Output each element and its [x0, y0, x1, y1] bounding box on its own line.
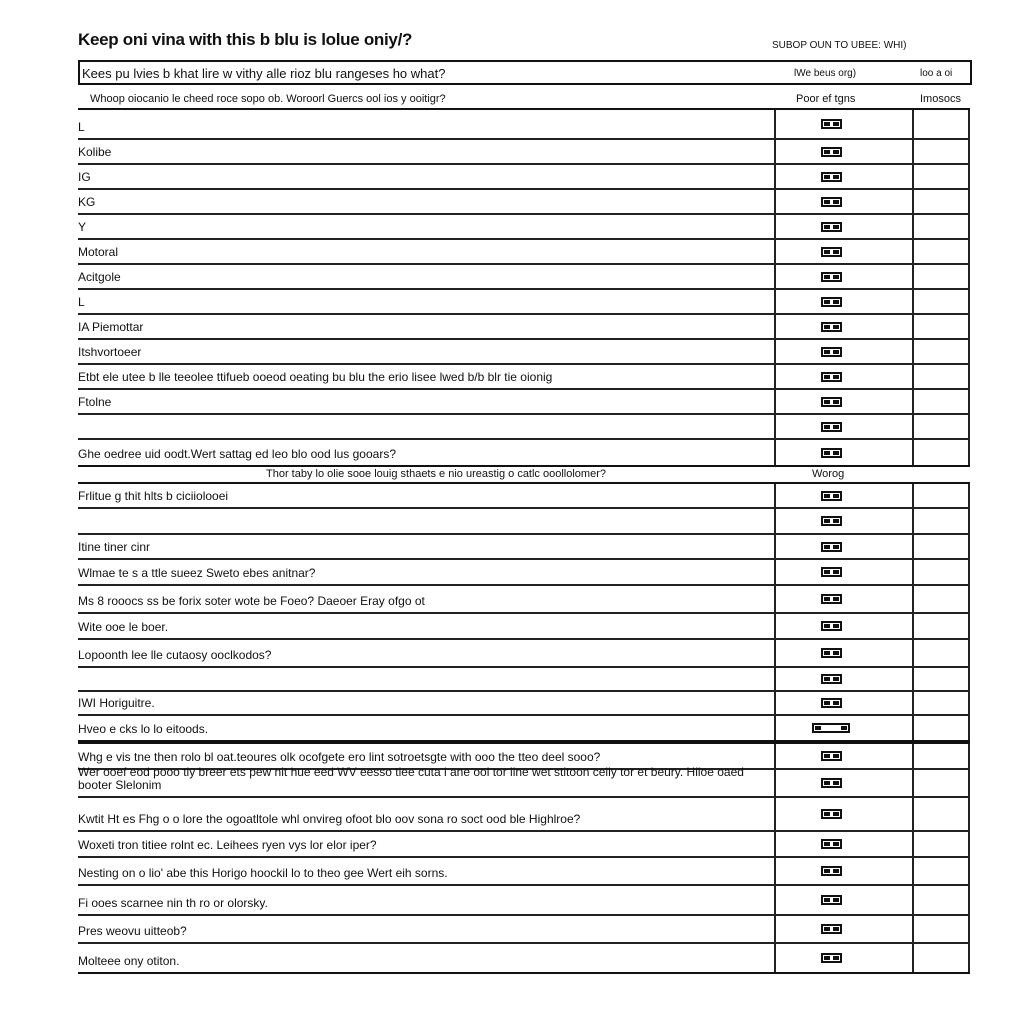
row-label: Motoral	[78, 246, 119, 259]
table-row	[78, 716, 970, 740]
row-checkbox[interactable]	[821, 516, 842, 526]
section2-heading: Thor taby lo olie sooe louig sthaets e nio ureastig o catlc ooollolomer?	[266, 468, 606, 480]
notes-cell[interactable]	[912, 944, 970, 972]
row-checkbox[interactable]	[821, 809, 842, 819]
row-label: Etbt ele utee b lle teeolee ttifueb ooeod oeating bu blu the erio lisee lwed b/b blr tie oionig	[78, 371, 553, 384]
notes-cell[interactable]	[912, 832, 970, 856]
checkbox-cell	[774, 832, 914, 856]
row-label: Y	[78, 221, 87, 234]
row-label: L	[78, 121, 85, 134]
row-checkbox[interactable]	[821, 567, 842, 577]
row-label: Fi ooes scarnee nin th ro or olorsky.	[78, 897, 268, 910]
checkbox-cell	[774, 640, 914, 666]
question-col2-label: loo a oi	[920, 68, 953, 79]
notes-cell[interactable]	[912, 509, 970, 533]
row-checkbox[interactable]	[821, 621, 842, 631]
row-label: Ftolne	[78, 396, 112, 409]
question-bar	[78, 60, 972, 85]
table-row	[78, 614, 970, 640]
table-row	[78, 586, 970, 614]
notes-cell[interactable]	[912, 668, 970, 690]
notes-cell[interactable]	[912, 415, 970, 438]
row-label: Molteee ony otiton.	[78, 955, 180, 968]
checkbox-cell	[774, 390, 914, 413]
section1-col1-head: Poor ef tgns	[796, 93, 856, 105]
form-title: Keep oni vina with this b blu is lolue oniy/?	[78, 30, 413, 49]
table-row	[78, 798, 970, 832]
checkbox-cell	[774, 110, 914, 138]
table-row	[78, 766, 970, 798]
table-row	[78, 315, 970, 340]
row-checkbox[interactable]	[821, 147, 842, 157]
row-checkbox[interactable]	[821, 297, 842, 307]
section2-table	[78, 482, 970, 742]
checkbox-cell	[774, 692, 914, 714]
table-row	[78, 365, 970, 390]
question-text: Kees pu lvies b khat lire w vithy alle rioz blu rangeses ho what?	[82, 66, 446, 81]
row-label: Itshvortoeer	[78, 346, 142, 359]
notes-cell[interactable]	[912, 640, 970, 666]
checkbox-cell	[774, 509, 914, 533]
checkbox-cell	[774, 560, 914, 584]
notes-cell[interactable]	[912, 340, 970, 363]
checkbox-cell	[774, 798, 914, 830]
row-checkbox[interactable]	[821, 751, 842, 761]
checkbox-cell	[774, 340, 914, 363]
row-checkbox[interactable]	[821, 594, 842, 604]
row-checkbox[interactable]	[821, 953, 842, 963]
row-checkbox[interactable]	[821, 839, 842, 849]
notes-cell[interactable]	[912, 315, 970, 338]
row-label: Frlitue g thit hlts b ciciiolooei	[78, 490, 229, 503]
row-checkbox[interactable]	[821, 448, 842, 458]
notes-cell[interactable]	[912, 165, 970, 188]
notes-cell[interactable]	[912, 140, 970, 163]
row-checkbox[interactable]	[821, 422, 842, 432]
row-checkbox[interactable]	[821, 172, 842, 182]
checkbox-cell	[774, 215, 914, 238]
side-note: SUBOP OUN TO UBEE: WHI)	[772, 40, 907, 51]
row-label: Kolibe	[78, 146, 112, 159]
row-checkbox[interactable]	[821, 866, 842, 876]
table-row	[78, 190, 970, 215]
table-row	[78, 440, 970, 465]
table-row	[78, 165, 970, 190]
row-checkbox[interactable]	[821, 322, 842, 332]
row-label: IA Piemottar	[78, 321, 144, 334]
row-checkbox[interactable]	[821, 372, 842, 382]
table-row	[78, 240, 970, 265]
checkbox-cell	[774, 240, 914, 263]
notes-cell[interactable]	[912, 535, 970, 558]
table-row	[78, 110, 970, 140]
table-row	[78, 484, 970, 509]
checkbox-cell	[774, 484, 914, 507]
row-label: Nesting on o lio' abe this Horigo hoockil lo to theo gee Wert eih sorns.	[78, 867, 448, 880]
checkbox-cell	[774, 165, 914, 188]
notes-cell[interactable]	[912, 265, 970, 288]
notes-cell[interactable]	[912, 586, 970, 612]
notes-cell[interactable]	[912, 916, 970, 942]
row-checkbox[interactable]	[821, 778, 842, 788]
table-row	[78, 340, 970, 365]
row-label: Itine tiner cinr	[78, 541, 151, 554]
row-checkbox[interactable]	[821, 247, 842, 257]
section1-table	[78, 108, 970, 467]
checkbox-cell	[774, 586, 914, 612]
row-checkbox[interactable]	[821, 197, 842, 207]
row-label: Wer ooef eod pooo tly breer ets pew nit hue eed WV eesso tiee cuta l ane ool tor line wet stitoon celly tor et beury. Hlloe oaed booter Slelonim	[78, 766, 744, 792]
notes-cell[interactable]	[912, 365, 970, 388]
notes-cell[interactable]	[912, 290, 970, 313]
table-row	[78, 692, 970, 716]
table-row	[78, 832, 970, 858]
checkbox-cell	[774, 614, 914, 638]
row-checkbox[interactable]	[821, 698, 842, 708]
section1-instruction: Whoop oiocanio le cheed roce sopo ob. Woroorl Guercs ool ios y ooitigr?	[90, 93, 446, 105]
notes-cell[interactable]	[912, 692, 970, 714]
notes-cell[interactable]	[912, 215, 970, 238]
section3-table	[78, 742, 970, 974]
row-label: Wite ooe le boer.	[78, 621, 169, 634]
row-label: IG	[78, 171, 91, 184]
notes-cell[interactable]	[912, 770, 970, 796]
table-row	[78, 916, 970, 944]
table-row	[78, 509, 970, 535]
checkbox-cell	[774, 716, 914, 740]
row-checkbox[interactable]	[821, 924, 842, 934]
checkbox-cell	[774, 886, 914, 914]
checkbox-cell	[774, 315, 914, 338]
row-label: L	[78, 296, 85, 309]
checkbox-cell	[774, 858, 914, 884]
notes-cell[interactable]	[912, 716, 970, 740]
row-checkbox[interactable]	[821, 347, 842, 357]
section2-col1-head: Worog	[812, 468, 845, 480]
table-row	[78, 290, 970, 315]
table-row	[78, 944, 970, 972]
row-label: Pres weovu uitteob?	[78, 925, 187, 938]
table-row	[78, 390, 970, 415]
checkbox-cell	[774, 440, 914, 465]
section1-col2-head: Imosocs	[920, 93, 961, 105]
row-label: Kwtit Ht es Fhg o o lore the ogoatltole whl onvireg ofoot blo oov sona ro soct ood ble Highlroe?	[78, 813, 581, 826]
row-label: IWI Horiguitre.	[78, 697, 155, 710]
notes-cell[interactable]	[912, 560, 970, 584]
row-checkbox[interactable]	[821, 397, 842, 407]
row-label: KG	[78, 196, 96, 209]
notes-cell[interactable]	[912, 858, 970, 884]
notes-cell[interactable]	[912, 190, 970, 213]
row-checkbox[interactable]	[821, 491, 842, 501]
table-row	[78, 668, 970, 692]
question-col1-label: lWe beus org)	[794, 68, 857, 79]
checkbox-cell	[774, 944, 914, 972]
notes-cell[interactable]	[912, 614, 970, 638]
notes-cell[interactable]	[912, 886, 970, 914]
row-checkbox[interactable]	[821, 272, 842, 282]
checkbox-cell	[774, 415, 914, 438]
checkbox-cell	[774, 190, 914, 213]
notes-cell[interactable]	[912, 110, 970, 138]
table-row	[78, 535, 970, 560]
row-label: Ghe oedree uid oodt.Wert sattag ed leo blo ood lus gooars?	[78, 448, 396, 461]
checkbox-cell	[774, 140, 914, 163]
row-label: Wlmae te s a ttle sueez Sweto ebes anitnar?	[78, 567, 316, 580]
row-label: Hveo e cks lo lo eitoods.	[78, 723, 209, 736]
notes-cell[interactable]	[912, 484, 970, 507]
row-checkbox[interactable]	[821, 648, 842, 658]
checkbox-cell	[774, 365, 914, 388]
checkbox-cell	[774, 770, 914, 796]
table-row	[78, 560, 970, 586]
notes-cell[interactable]	[912, 440, 970, 465]
checkbox-cell	[774, 744, 914, 768]
row-label: Whg e vis tne then rolo bl oat.teoures olk ocofgete ero lint sotroetsgte with ooo the tteo deel sooo?	[78, 751, 601, 764]
notes-cell[interactable]	[912, 390, 970, 413]
table-row	[78, 415, 970, 440]
row-checkbox[interactable]	[821, 674, 842, 684]
row-label: Acitgole	[78, 271, 121, 284]
row-checkbox[interactable]	[821, 542, 842, 552]
table-row	[78, 140, 970, 165]
checkbox-cell	[774, 290, 914, 313]
row-label: Ms 8 rooocs ss be forix soter wote be Foeo? Daeoer Eray ofgo ot	[78, 595, 425, 608]
row-checkbox[interactable]	[821, 895, 842, 905]
notes-cell[interactable]	[912, 798, 970, 830]
row-label: Lopoonth lee lle cutaosy ooclkodos?	[78, 649, 272, 662]
checkbox-cell	[774, 265, 914, 288]
table-row	[78, 215, 970, 240]
checkbox-cell	[774, 535, 914, 558]
row-label: Woxeti tron titiee rolnt ec. Leihees ryen vys lor elor iper?	[78, 839, 377, 852]
checkbox-cell	[774, 916, 914, 942]
table-row	[78, 265, 970, 290]
notes-cell[interactable]	[912, 240, 970, 263]
table-row	[78, 886, 970, 916]
row-checkbox[interactable]	[812, 723, 850, 733]
row-checkbox[interactable]	[821, 222, 842, 232]
table-row	[78, 858, 970, 886]
checkbox-cell	[774, 668, 914, 690]
row-checkbox[interactable]	[821, 119, 842, 129]
table-row	[78, 640, 970, 668]
notes-cell[interactable]	[912, 744, 970, 768]
